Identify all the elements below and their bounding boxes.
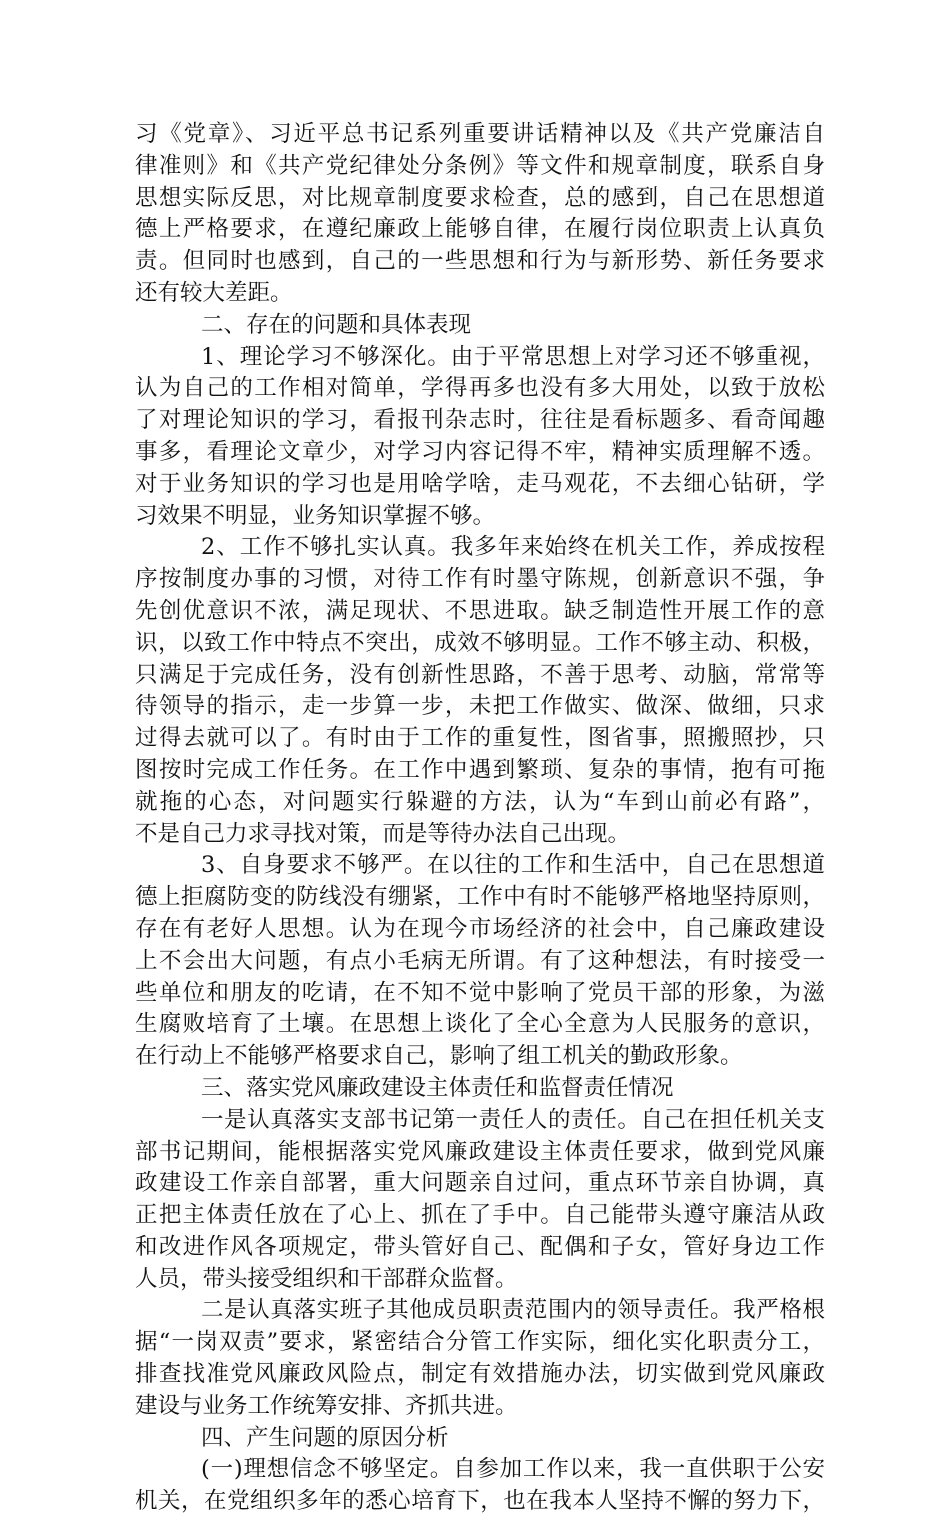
text-line: 思想实际反思，对比规章制度要求检查，总的感到，自己在思想道 (135, 184, 825, 211)
text-line: 人员，带头接受组织和干部群众监督。 (135, 1265, 518, 1292)
text-line: 律准则》和《共产党纪律处分条例》等文件和规章制度，联系自身 (135, 152, 825, 179)
text-line: 些单位和朋友的吃请，在不知不觉中影响了党员干部的形象，为滋 (135, 979, 825, 1006)
text-line: 不是自己力求寻找对策，而是等待办法自己出现。 (135, 820, 631, 847)
text-line: 待领导的指示，走一步算一步，未把工作做实、做深、做细，只求 (135, 693, 825, 720)
text-line: 习《党章》、习近平总书记系列重要讲话精神以及《共产党廉洁自 (135, 121, 825, 147)
text-line: 过得去就可以了。有时由于工作的重复性，图省事，照搬照抄，只 (135, 725, 825, 752)
text-line: 二、存在的问题和具体表现 (201, 311, 472, 338)
text-line: 德上严格要求，在遵纪廉政上能够自律，在履行岗位职责上认真负 (135, 216, 825, 243)
text-line: 据“一岗双责”要求，紧密结合分管工作实际，细化实化职责分工， (135, 1329, 825, 1356)
text-line: 政建设工作亲自部署，重大问题亲自过问，重点环节亲自协调，真 (135, 1170, 825, 1197)
document-body (135, 119, 825, 1518)
text-line: 先创优意识不浓，满足现状、不思进取。缺乏制造性开展工作的意 (135, 597, 825, 624)
text-line: 序按制度办事的习惯，对待工作有时墨守陈规，创新意识不强，争 (135, 566, 825, 593)
text-line: 建设与业务工作统筹安排、齐抓共进。 (135, 1392, 518, 1419)
text-line: 1、理论学习不够深化。由于平常思想上对学习还不够重视， (201, 343, 825, 370)
text-line: 存在有老好人思想。认为在现今市场经济的社会中，自己廉政建设 (135, 915, 825, 942)
text-line: 事多，看理论文章少，对学习内容记得不牢，精神实质理解不透。 (135, 438, 825, 465)
text-line: 一是认真落实支部书记第一责任人的责任。自己在担任机关支 (201, 1106, 825, 1133)
text-line: 德上拒腐防变的防线没有绷紧，工作中有时不能够严格地坚持原则， (135, 884, 825, 911)
text-line: 机关，在党组织多年的悉心培育下，也在我本人坚持不懈的努力下， (135, 1488, 825, 1515)
text-line: 和改进作风各项规定，带头管好自己、配偶和子女，管好身边工作 (135, 1233, 825, 1260)
text-line: 对于业务知识的学习也是用啥学啥，走马观花，不去细心钻研，学 (135, 470, 825, 497)
text-line: 2、工作不够扎实认真。我多年来始终在机关工作，养成按程 (201, 534, 825, 561)
text-line: 只满足于完成任务，没有创新性思路，不善于思考、动脑，常常等 (135, 661, 825, 688)
text-line: 认为自己的工作相对简单，学得再多也没有多大用处，以致于放松 (135, 375, 825, 402)
text-line: 了对理论知识的学习，看报刊杂志时，往往是看标题多、看奇闻趣 (135, 407, 825, 434)
text-line: 正把主体责任放在了心上、抓在了手中。自己能带头遵守廉洁从政 (135, 1202, 825, 1229)
text-line: 识，以致工作中特点不突出，成效不够明显。工作不够主动、积极， (135, 629, 825, 656)
text-line: 二是认真落实班子其他成员职责范围内的领导责任。我严格根 (201, 1297, 825, 1324)
text-line: 生腐败培育了土壤。在思想上谈化了全心全意为人民服务的意识， (135, 1011, 825, 1038)
text-line: (一)理想信念不够坚定。自参加工作以来，我一直供职于公安 (201, 1456, 825, 1483)
text-line: 3、自身要求不够严。在以往的工作和生活中，自己在思想道 (201, 852, 825, 879)
text-line: 责。但同时也感到，自己的一些思想和行为与新形势、新任务要求 (135, 248, 825, 275)
text-line: 还有较大差距。 (135, 279, 293, 306)
text-line: 在行动上不能够严格要求自己，影响了组工机关的勤政形象。 (135, 1043, 743, 1070)
text-line: 上不会出大问题，有点小毛病无所谓。有了这种想法，有时接受一 (135, 947, 825, 974)
text-line: 部书记期间，能根据落实党风廉政建设主体责任要求，做到党风廉 (135, 1138, 825, 1165)
text-line: 排查找准党风廉政风险点，制定有效措施办法，切实做到党风廉政 (135, 1361, 825, 1388)
text-line: 四、产生问题的原因分析 (201, 1424, 449, 1451)
text-line: 图按时完成工作任务。在工作中遇到繁琐、复杂的事情，抱有可拖 (135, 756, 825, 783)
text-line: 就拖的心态，对问题实行躲避的方法，认为“车到山前必有路”， (135, 788, 825, 815)
text-line: 习效果不明显，业务知识掌握不够。 (135, 502, 496, 529)
text-line: 三、落实党风廉政建设主体责任和监督责任情况 (201, 1074, 674, 1101)
